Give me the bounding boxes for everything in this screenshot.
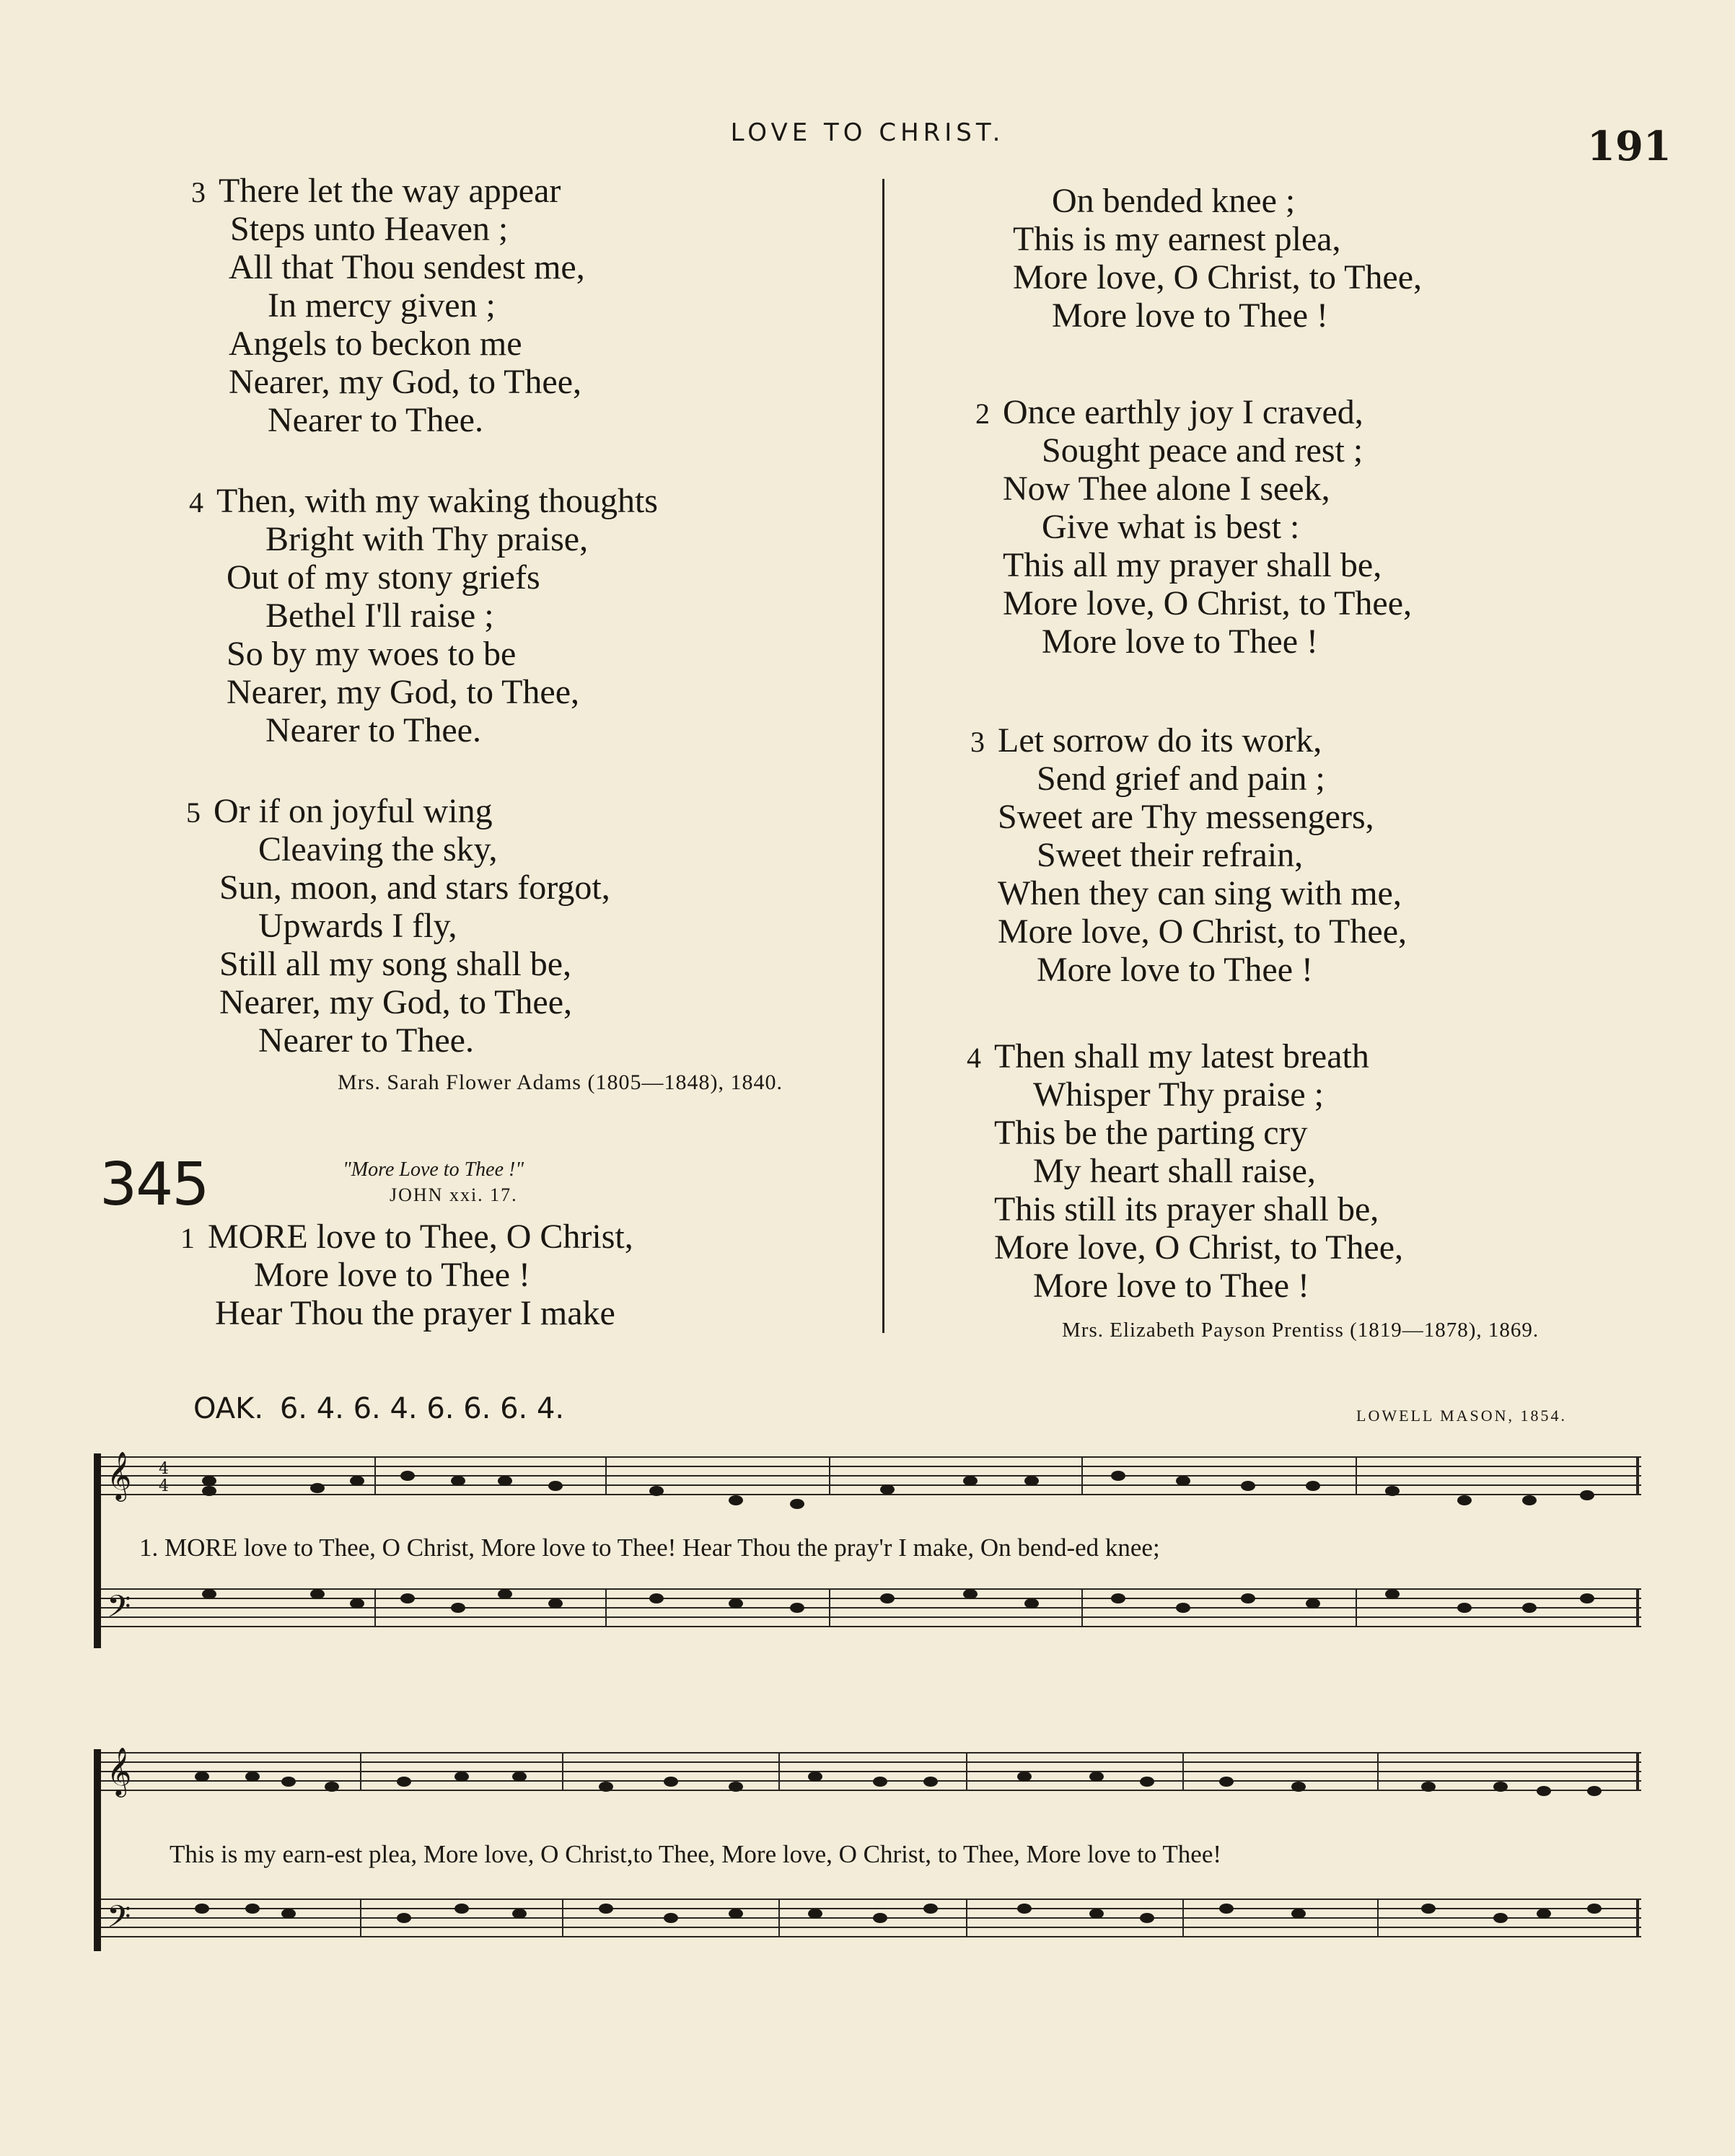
note-icon (1017, 1772, 1032, 1782)
verse-line: Sweet are Thy messengers, (998, 798, 1374, 836)
note-icon (548, 1481, 563, 1491)
author-credit-right: Mrs. Elizabeth Payson Prentiss (1819—1878), 1869. (1062, 1319, 1539, 1342)
tune-name-meter (193, 1392, 564, 1425)
tune-meter: 6. 4. 6. 4. 6. 6. 6. 4. (279, 1392, 565, 1425)
note-icon (1457, 1603, 1472, 1613)
note-icon (498, 1589, 512, 1599)
note-icon (195, 1904, 209, 1914)
note-icon (599, 1904, 613, 1914)
verse-line: Nearer to Thee. (268, 401, 483, 439)
note-icon (310, 1483, 325, 1493)
verse-line: Upwards I fly, (258, 907, 457, 945)
note-icon (281, 1909, 296, 1919)
treble-clef-icon: 𝄞 (107, 1746, 132, 1795)
note-icon (649, 1593, 664, 1603)
time-signature-top: 4 (159, 1460, 169, 1478)
note-icon (729, 1495, 743, 1505)
note-icon (599, 1782, 613, 1792)
note-icon (1089, 1772, 1104, 1782)
note-icon (873, 1777, 887, 1787)
note-icon (1537, 1909, 1551, 1919)
note-icon (1537, 1786, 1551, 1796)
right-stanza-4 (967, 1037, 1403, 1305)
note-icon (350, 1476, 364, 1486)
tune-name: OAK. (193, 1392, 264, 1425)
verse-line: Give what is best : (1042, 508, 1300, 546)
note-icon (1140, 1777, 1154, 1787)
verse-line: Now Thee alone I seek, (1003, 470, 1330, 508)
note-icon (1580, 1490, 1594, 1500)
note-icon (548, 1598, 563, 1609)
verse-line: More love, O Christ, to Thee, (998, 912, 1407, 951)
note-icon (1385, 1589, 1400, 1599)
stanza-number: 3 (191, 176, 206, 208)
treble-clef-icon: 𝄞 (107, 1451, 132, 1500)
verse-line: On bended knee ; (1052, 182, 1296, 220)
verse-line: More love, O Christ, to Thee, (1013, 258, 1423, 296)
note-icon (454, 1904, 469, 1914)
verse-line: Still all my song shall be, (219, 945, 571, 983)
note-icon (1176, 1476, 1190, 1486)
author-credit-left: Mrs. Sarah Flower Adams (1805—1848), 1840. (338, 1070, 783, 1094)
verse-line: Bethel I'll raise ; (265, 597, 494, 635)
verse-line: Nearer, my God, to Thee, (227, 673, 580, 711)
note-icon (1017, 1904, 1032, 1914)
note-icon (1219, 1904, 1234, 1914)
verse-line: Let sorrow do its work, (998, 721, 1322, 760)
note-icon (512, 1772, 527, 1782)
note-icon (1493, 1782, 1508, 1792)
stanza-number: 4 (967, 1042, 981, 1074)
note-icon (202, 1589, 216, 1599)
note-icon (325, 1782, 339, 1792)
note-icon (963, 1589, 978, 1599)
verse-line: My heart shall raise, (1033, 1152, 1316, 1190)
note-icon (1024, 1598, 1039, 1609)
note-icon (1140, 1913, 1154, 1923)
note-icon (400, 1593, 415, 1603)
note-icon (923, 1904, 938, 1914)
hymn-number: 345 (100, 1150, 208, 1219)
note-icon (1291, 1909, 1306, 1919)
verse-line: All that Thou sendest me, (229, 248, 585, 286)
note-icon (664, 1913, 678, 1923)
note-icon (649, 1486, 664, 1496)
verse-line: So by my woes to be (227, 635, 517, 673)
stanza-number: 5 (186, 796, 201, 829)
stanza-number: 4 (189, 486, 203, 519)
hymn-stanza-1-continued (975, 182, 1422, 335)
note-icon (790, 1499, 804, 1509)
note-icon (729, 1598, 743, 1609)
note-icon (1176, 1603, 1190, 1613)
running-head: LOVE TO CHRIST. (730, 118, 1005, 147)
bass-clef-icon: 𝄢 (107, 1899, 131, 1942)
verse-line: More love to Thee ! (1037, 951, 1313, 989)
note-icon (1457, 1495, 1472, 1505)
note-icon (1421, 1904, 1436, 1914)
note-icon (880, 1484, 895, 1495)
note-icon (397, 1913, 411, 1923)
note-icon (202, 1476, 216, 1486)
note-icon (281, 1777, 296, 1787)
verse-line: Cleaving the sky, (258, 830, 498, 868)
verse-line: Or if on joyful wing (214, 792, 493, 830)
note-icon (400, 1471, 415, 1481)
scripture-reference: JOHN xxi. 17. (390, 1184, 518, 1205)
note-icon (498, 1476, 512, 1486)
note-icon (1580, 1593, 1594, 1603)
note-icon (1587, 1786, 1602, 1796)
note-icon (1219, 1777, 1234, 1787)
note-icon (808, 1772, 822, 1782)
verse-line: Once earthly joy I craved, (1003, 393, 1363, 431)
hymn-title: "More Love to Thee !" (343, 1158, 524, 1181)
note-icon (729, 1909, 743, 1919)
column-divider (882, 179, 884, 1333)
hymn-stanza-1 (180, 1218, 633, 1332)
verse-line: Steps unto Heaven ; (230, 210, 509, 248)
note-icon (512, 1909, 527, 1919)
verse-line: This still its prayer shall be, (994, 1190, 1379, 1228)
note-icon (1111, 1593, 1125, 1603)
verse-line: In mercy given ; (268, 286, 496, 325)
note-icon (310, 1589, 325, 1599)
note-icon (873, 1913, 887, 1923)
note-icon (350, 1598, 364, 1609)
note-icon (245, 1772, 260, 1782)
verse-line: More love to Thee ! (1052, 296, 1328, 335)
note-icon (1306, 1481, 1320, 1491)
verse-line: This is my earnest plea, (1013, 220, 1341, 258)
note-icon (1111, 1471, 1125, 1481)
verse-line: Out of my stony griefs (227, 558, 540, 597)
verse-line: Nearer to Thee. (258, 1021, 474, 1060)
verse-line: Send grief and pain ; (1037, 760, 1325, 798)
verse-line: Hear Thou the prayer I make (215, 1294, 615, 1332)
verse-line: There let the way appear (219, 172, 561, 210)
verse-line: Then, with my waking thoughts (216, 482, 658, 520)
note-icon (1522, 1603, 1537, 1613)
verse-line: Whisper Thy praise ; (1033, 1075, 1325, 1114)
note-icon (195, 1772, 209, 1782)
note-icon (1306, 1598, 1320, 1609)
note-icon (397, 1777, 411, 1787)
note-icon (451, 1476, 465, 1486)
verse-line: This be the parting cry (994, 1114, 1308, 1152)
tune-composer: LOWELL MASON, 1854. (1356, 1407, 1568, 1425)
note-icon (963, 1476, 978, 1486)
left-stanza-5 (186, 792, 610, 1060)
verse-line: Angels to beckon me (229, 325, 522, 363)
verse-line: This all my prayer shall be, (1003, 546, 1382, 584)
verse-line: Sought peace and rest ; (1042, 431, 1363, 470)
note-icon (245, 1904, 260, 1914)
right-stanza-3 (970, 721, 1407, 989)
note-icon (451, 1603, 465, 1613)
verse-line: MORE love to Thee, O Christ, (208, 1218, 633, 1256)
note-icon (202, 1486, 216, 1496)
note-icon (923, 1777, 938, 1787)
note-icon (1421, 1782, 1436, 1792)
left-stanza-3 (191, 172, 585, 439)
verse-line: Then shall my latest breath (994, 1037, 1369, 1075)
verse-line: More love to Thee ! (254, 1256, 530, 1294)
note-icon (808, 1909, 822, 1919)
note-icon (790, 1603, 804, 1613)
left-stanza-4 (189, 482, 658, 749)
note-icon (1587, 1904, 1602, 1914)
lyrics-system-1: 1. MORE love to Thee, O Christ, More love to Thee! Hear Thou the pray'r I make, On bend-ed knee; (139, 1534, 1160, 1562)
bass-clef-icon: 𝄢 (107, 1589, 131, 1632)
stanza-number: 3 (970, 726, 985, 758)
verse-line: Nearer, my God, to Thee, (229, 363, 582, 401)
note-icon (1089, 1909, 1104, 1919)
note-icon (1241, 1593, 1255, 1603)
note-icon (1493, 1913, 1508, 1923)
note-icon (1291, 1782, 1306, 1792)
verse-line: Sweet their refrain, (1037, 836, 1304, 874)
verse-line: More love, O Christ, to Thee, (1003, 584, 1413, 622)
right-stanza-2 (975, 393, 1412, 661)
note-icon (729, 1782, 743, 1792)
page-number: 191 (1587, 123, 1672, 170)
stanza-number: 2 (975, 397, 990, 430)
verse-line: Bright with Thy praise, (265, 520, 589, 558)
note-icon (664, 1777, 678, 1787)
verse-line: Sun, moon, and stars forgot, (219, 868, 610, 907)
verse-line: More love, O Christ, to Thee, (994, 1228, 1404, 1267)
note-icon (1024, 1476, 1039, 1486)
note-icon (880, 1593, 895, 1603)
verse-line: More love to Thee ! (1042, 622, 1318, 661)
note-icon (1522, 1495, 1537, 1505)
verse-line: When they can sing with me, (998, 874, 1402, 912)
stanza-number: 1 (180, 1222, 195, 1254)
verse-line: Nearer, my God, to Thee, (219, 983, 573, 1021)
time-signature-bottom: 4 (159, 1477, 169, 1495)
note-icon (1241, 1481, 1255, 1491)
verse-line: More love to Thee ! (1033, 1267, 1309, 1305)
note-icon (1385, 1486, 1400, 1496)
note-icon (454, 1772, 469, 1782)
verse-line: Nearer to Thee. (265, 711, 481, 749)
lyrics-system-2: This is my earn-est plea, More love, O Christ,to Thee, More love, O Christ, to Thee, More love to Thee! (170, 1840, 1222, 1868)
